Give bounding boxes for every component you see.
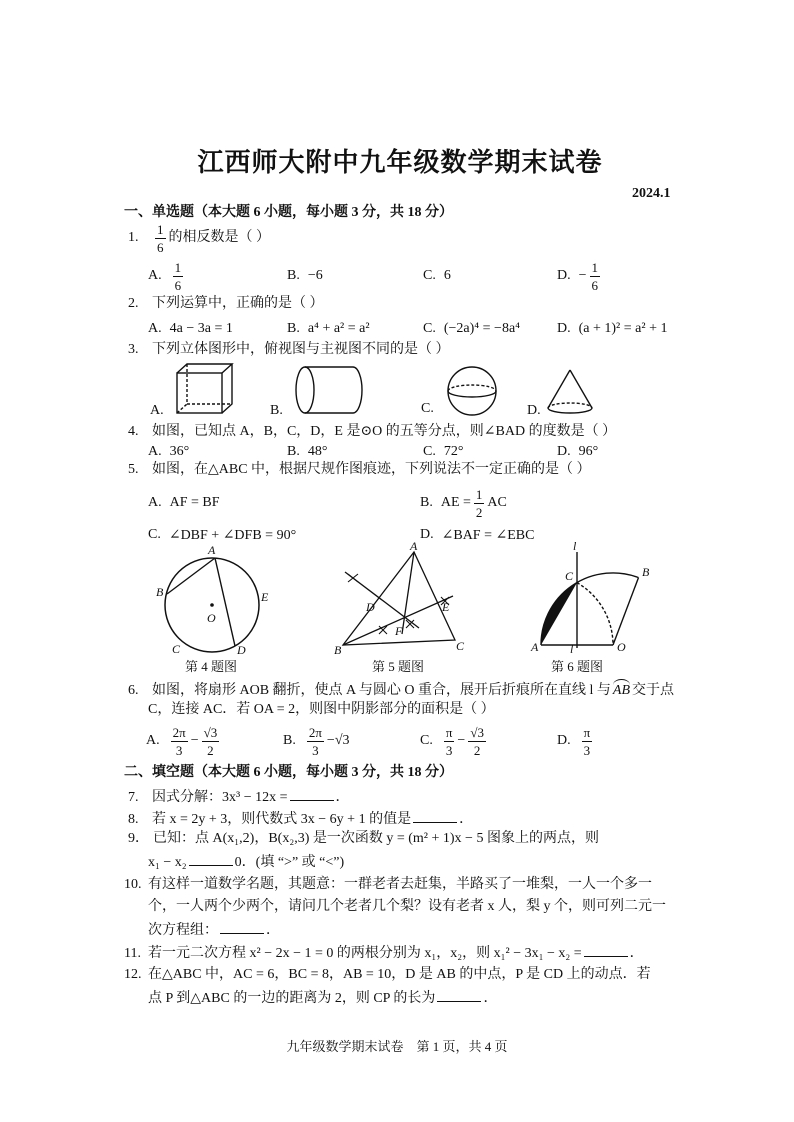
- folded-arc: [577, 583, 613, 645]
- sphere-equator-back: [448, 385, 496, 391]
- option-text: AF = BF: [169, 495, 220, 510]
- fraction: [155, 222, 166, 255]
- fraction-denominator: 6: [174, 277, 182, 293]
- q8: [128, 808, 473, 830]
- option-label: A.: [148, 268, 162, 283]
- option-label: D.: [557, 733, 571, 748]
- fraction-numerator: π: [445, 724, 453, 740]
- question-text: 若一元二次方程 x² − 2x − 1 = 0 的两根分别为 x₁，x₂，则 x₁² − 3x₁ − x₂ =: [148, 946, 582, 961]
- label-a: A: [410, 539, 418, 553]
- fraction: [173, 260, 184, 293]
- fraction-numerator: 1: [174, 259, 182, 275]
- cylinder-figure: [296, 367, 362, 413]
- q6-option-a: [146, 722, 222, 760]
- option-text: AC: [487, 495, 507, 510]
- option-label: C.: [420, 733, 433, 748]
- cone-base-back: [548, 403, 592, 408]
- question-number: 5.: [128, 462, 139, 477]
- option-label: D.: [557, 444, 571, 459]
- option-label: A.: [148, 321, 162, 336]
- fraction-denominator: 3: [583, 742, 591, 758]
- cone-left-edge: [548, 370, 570, 408]
- cube-hidden-edge: [177, 404, 187, 413]
- q3-option-b-label: B.: [270, 403, 283, 418]
- section1-heading: 一、单选题（本大题 6 小题，每小题 3 分，共 18 分）: [124, 205, 453, 220]
- sphere-figure: [448, 367, 496, 415]
- q6-option-c: [420, 722, 489, 760]
- fraction-denominator: 3: [175, 742, 183, 758]
- fraction-denominator: 3: [445, 742, 453, 758]
- question-text: 已知：点 A(x₁,2)，B(x₂,3) 是一次函数 y = (m² + 1)x − 5 图象上的两点，则: [153, 831, 599, 846]
- question-number: 7.: [128, 790, 139, 805]
- q6-stem-line1: [128, 679, 674, 701]
- question-text: 有这样一道数学名题，其题意：一群老者去赶集，半路买了一堆梨，一人一个多一: [148, 877, 652, 892]
- q9-line2: [148, 851, 344, 873]
- option-label: C.: [423, 321, 436, 336]
- option-text: −√3: [326, 733, 350, 748]
- operator: −: [457, 733, 466, 748]
- question-text: 在△ABC 中，AC = 6，BC = 8，AB = 10，D 是 AB 的中点，P 是 CD 上的动点．若: [148, 967, 651, 982]
- question-text: 如图，已知点 A，B，C，D，E 是⊙O 的五等分点，则∠BAD 的度数是（ ）: [152, 424, 617, 439]
- arc-notation: AB: [613, 679, 630, 701]
- figure-q6-sector: [528, 540, 658, 655]
- option-label: B.: [287, 321, 300, 336]
- question-number: 10.: [124, 877, 142, 892]
- option-label: C.: [423, 268, 436, 283]
- option-label: D.: [557, 268, 571, 283]
- label-l-bottom: l: [570, 642, 574, 656]
- question-number: 6.: [128, 683, 139, 698]
- question-text: 若 x = 2y + 3，则代数式 3x − 6y + 1 的值是: [152, 812, 412, 827]
- fraction-numerator: 2π: [172, 724, 186, 740]
- q5-stem: [128, 460, 591, 480]
- center-point: [210, 603, 214, 607]
- option-label: C.: [423, 444, 436, 459]
- q4-option-b: [287, 442, 327, 462]
- option-text: AE =: [440, 495, 471, 510]
- question-number: 1.: [128, 230, 139, 245]
- q1-option-b: [287, 259, 323, 293]
- cylinder-far-end: [353, 367, 362, 413]
- q5-option-b: [420, 486, 507, 520]
- q3-option-c-label: C.: [421, 401, 434, 416]
- figure-caption-5: 第 5 题图: [372, 659, 425, 674]
- question-number: 3.: [128, 342, 139, 357]
- question-end: ．: [629, 946, 644, 961]
- cone-right-edge: [570, 370, 592, 408]
- q3-option-d-label: D.: [527, 403, 541, 418]
- fraction: [582, 725, 593, 758]
- option-text: (−2a)⁴ = −8a⁴: [443, 321, 521, 336]
- q7: [128, 786, 350, 808]
- cone-base-front: [548, 408, 592, 413]
- answer-blank[interactable]: [290, 786, 334, 801]
- cube-figure: [177, 364, 232, 413]
- label-c: C: [172, 642, 181, 656]
- option-label: A.: [146, 733, 160, 748]
- fraction-numerator: π: [583, 724, 591, 740]
- option-sign: −: [578, 268, 587, 283]
- fraction-numerator: √3: [203, 724, 218, 740]
- question-text: 0．(填 “>” 或 “<”): [234, 855, 345, 870]
- question-text: 下列立体图形中，俯视图与主视图不同的是（ ）: [152, 342, 450, 357]
- sphere-outline: [448, 367, 496, 415]
- question-text: 次方程组：: [148, 923, 218, 938]
- option-label: D.: [420, 527, 434, 542]
- option-label: D.: [557, 321, 571, 336]
- q3-stem: [128, 340, 450, 360]
- question-number: 4.: [128, 424, 139, 439]
- answer-blank[interactable]: [437, 987, 481, 1002]
- label-o: O: [207, 611, 216, 625]
- label-a: A: [531, 640, 539, 654]
- question-number: 2.: [128, 296, 139, 311]
- option-label: A.: [148, 495, 162, 510]
- cube-top-edges: [177, 364, 232, 373]
- option-label: B.: [287, 444, 300, 459]
- q4-stem: [128, 422, 616, 442]
- label-c: C: [456, 639, 465, 653]
- question-end: ．: [459, 812, 474, 827]
- q6-stem-line2: C，连接 AC．若 OA = 2，则图中阴影部分的面积是（ ）: [148, 702, 495, 717]
- cone-figure: [548, 370, 592, 413]
- label-c: C: [565, 569, 574, 583]
- option-label: B.: [283, 733, 296, 748]
- fraction-numerator: 2π: [308, 724, 322, 740]
- q4-option-c: [423, 442, 463, 462]
- question-text: 交于点: [632, 683, 675, 698]
- fraction: [307, 725, 324, 758]
- question-number: 9．: [128, 831, 149, 846]
- q4-option-d: [557, 442, 598, 462]
- option-label: B.: [287, 268, 300, 283]
- fraction: [171, 725, 188, 758]
- cylinder-end-face: [296, 367, 314, 413]
- figure-q4-circle: [155, 543, 270, 656]
- option-text: 6: [443, 268, 451, 283]
- q1-option-d: [557, 259, 603, 293]
- arc-mark: [348, 574, 358, 582]
- question-text: 的相反数是（ ）: [168, 230, 270, 245]
- option-text: ∠DBF + ∠DFB = 90°: [168, 527, 297, 543]
- exam-date: 2024.1: [632, 186, 671, 201]
- sphere-equator-front: [448, 391, 496, 397]
- option-text: 4a − 3a = 1: [169, 321, 233, 336]
- page-footer: 九年级数学期末试卷 第 1 页，共 4 页: [286, 1039, 508, 1054]
- label-l-top: l: [573, 539, 577, 553]
- label-b: B: [334, 643, 342, 657]
- section2-heading: 二、填空题（本大题 6 小题，每小题 3 分，共 18 分）: [124, 765, 453, 780]
- option-text: 96°: [578, 444, 599, 459]
- operator: −: [190, 733, 199, 748]
- option-label: C.: [148, 527, 161, 542]
- q6-option-d: [557, 722, 595, 760]
- label-d: D: [366, 600, 375, 614]
- option-text: 48°: [307, 444, 328, 459]
- label-b: B: [642, 565, 650, 579]
- question-text: 下列运算中，正确的是（ ）: [152, 296, 324, 311]
- option-text: ∠BAF = ∠EBC: [441, 527, 535, 543]
- fraction-numerator: 1: [475, 486, 483, 502]
- option-label: A.: [148, 444, 162, 459]
- fraction-numerator: √3: [470, 724, 484, 740]
- option-text: 36°: [169, 444, 190, 459]
- option-text: a⁴ + a² = a²: [307, 321, 370, 336]
- figure-caption-6: 第 6 题图: [551, 659, 604, 674]
- fraction-denominator: 6: [591, 277, 599, 293]
- sector-aob: [541, 552, 639, 648]
- figure-q5-triangle: [333, 540, 465, 655]
- radius-ob: [613, 578, 639, 645]
- q12-line2: [148, 987, 497, 1009]
- label-e: E: [261, 590, 269, 604]
- label-e: E: [442, 600, 450, 614]
- q2-option-b: [287, 318, 370, 340]
- fraction: [474, 487, 485, 520]
- figure-caption-4: 第 4 题图: [185, 659, 238, 674]
- fraction-numerator: 1: [591, 259, 599, 275]
- answer-blank[interactable]: [413, 808, 457, 823]
- option-text: −6: [307, 268, 323, 283]
- fraction: [444, 725, 455, 758]
- option-label: B.: [420, 495, 433, 510]
- q5-option-a: [148, 486, 220, 520]
- q2-option-d: [557, 318, 667, 340]
- shaded-region: [541, 583, 577, 645]
- chord-ad: [215, 558, 235, 646]
- fraction-denominator: 6: [157, 239, 164, 255]
- q2-option-a: [148, 318, 233, 340]
- fraction-denominator: 3: [312, 742, 319, 758]
- label-b: B: [156, 585, 164, 599]
- fraction-denominator: 2: [475, 504, 483, 520]
- q1-option-a: [148, 259, 186, 293]
- fraction: [202, 725, 220, 758]
- q2-stem: [128, 294, 324, 314]
- q12-line1: [124, 965, 651, 985]
- q9-line1: [128, 829, 599, 849]
- question-text: 因式分解：3x³ − 12x =: [152, 790, 288, 805]
- label-d: D: [237, 643, 246, 657]
- question-text: 如图，在△ABC 中，根据尺规作图痕迹，下列说法不一定正确的是（ ）: [152, 462, 591, 477]
- q4-option-a: [148, 442, 189, 462]
- solid-figures: [170, 358, 610, 420]
- label-a: A: [208, 543, 216, 557]
- q11: [124, 942, 644, 964]
- q1-option-c: [423, 259, 451, 293]
- q6-option-b: [283, 722, 350, 760]
- q1-stem: [128, 222, 270, 254]
- fraction: [590, 260, 601, 293]
- answer-blank[interactable]: [584, 942, 628, 957]
- answer-blank[interactable]: [220, 919, 264, 934]
- page-title: 江西师大附中九年级数学期末试卷: [197, 148, 603, 177]
- question-end: ．: [335, 790, 350, 805]
- fraction-denominator: 2: [473, 742, 481, 758]
- option-text: 72°: [443, 444, 464, 459]
- fraction-numerator: 1: [157, 221, 164, 237]
- fraction-denominator: 2: [207, 742, 214, 758]
- question-number: 11.: [124, 946, 141, 961]
- answer-blank[interactable]: [189, 851, 233, 866]
- q10-line1: [124, 875, 652, 895]
- label-o: O: [617, 640, 626, 654]
- cube-front-face: [177, 373, 222, 413]
- fraction: [468, 725, 486, 758]
- q3-option-a-label: A.: [150, 403, 164, 418]
- label-f: F: [395, 624, 403, 638]
- question-end: ．: [483, 991, 498, 1006]
- q2-option-c: [423, 318, 520, 340]
- question-text: 如图，将扇形 AOB 翻折，使点 A 与圆心 O 重合，展开后折痕所在直线 l 与: [152, 683, 611, 698]
- question-end: ．: [266, 923, 280, 938]
- option-text: (a + 1)² = a² + 1: [578, 321, 668, 336]
- question-text: 点 P 到△ABC 的一边的距离为 2，则 CP 的长为: [148, 991, 436, 1006]
- q10-line3: [148, 919, 280, 941]
- question-number: 8.: [128, 812, 139, 827]
- question-text: x₁ − x₂: [148, 855, 187, 870]
- q10-line2: 个，一人两个少两个，请问几个老者几个梨？设有老者 x 人，梨 y 个，则可列二元一: [148, 899, 666, 914]
- question-number: 12.: [124, 967, 142, 982]
